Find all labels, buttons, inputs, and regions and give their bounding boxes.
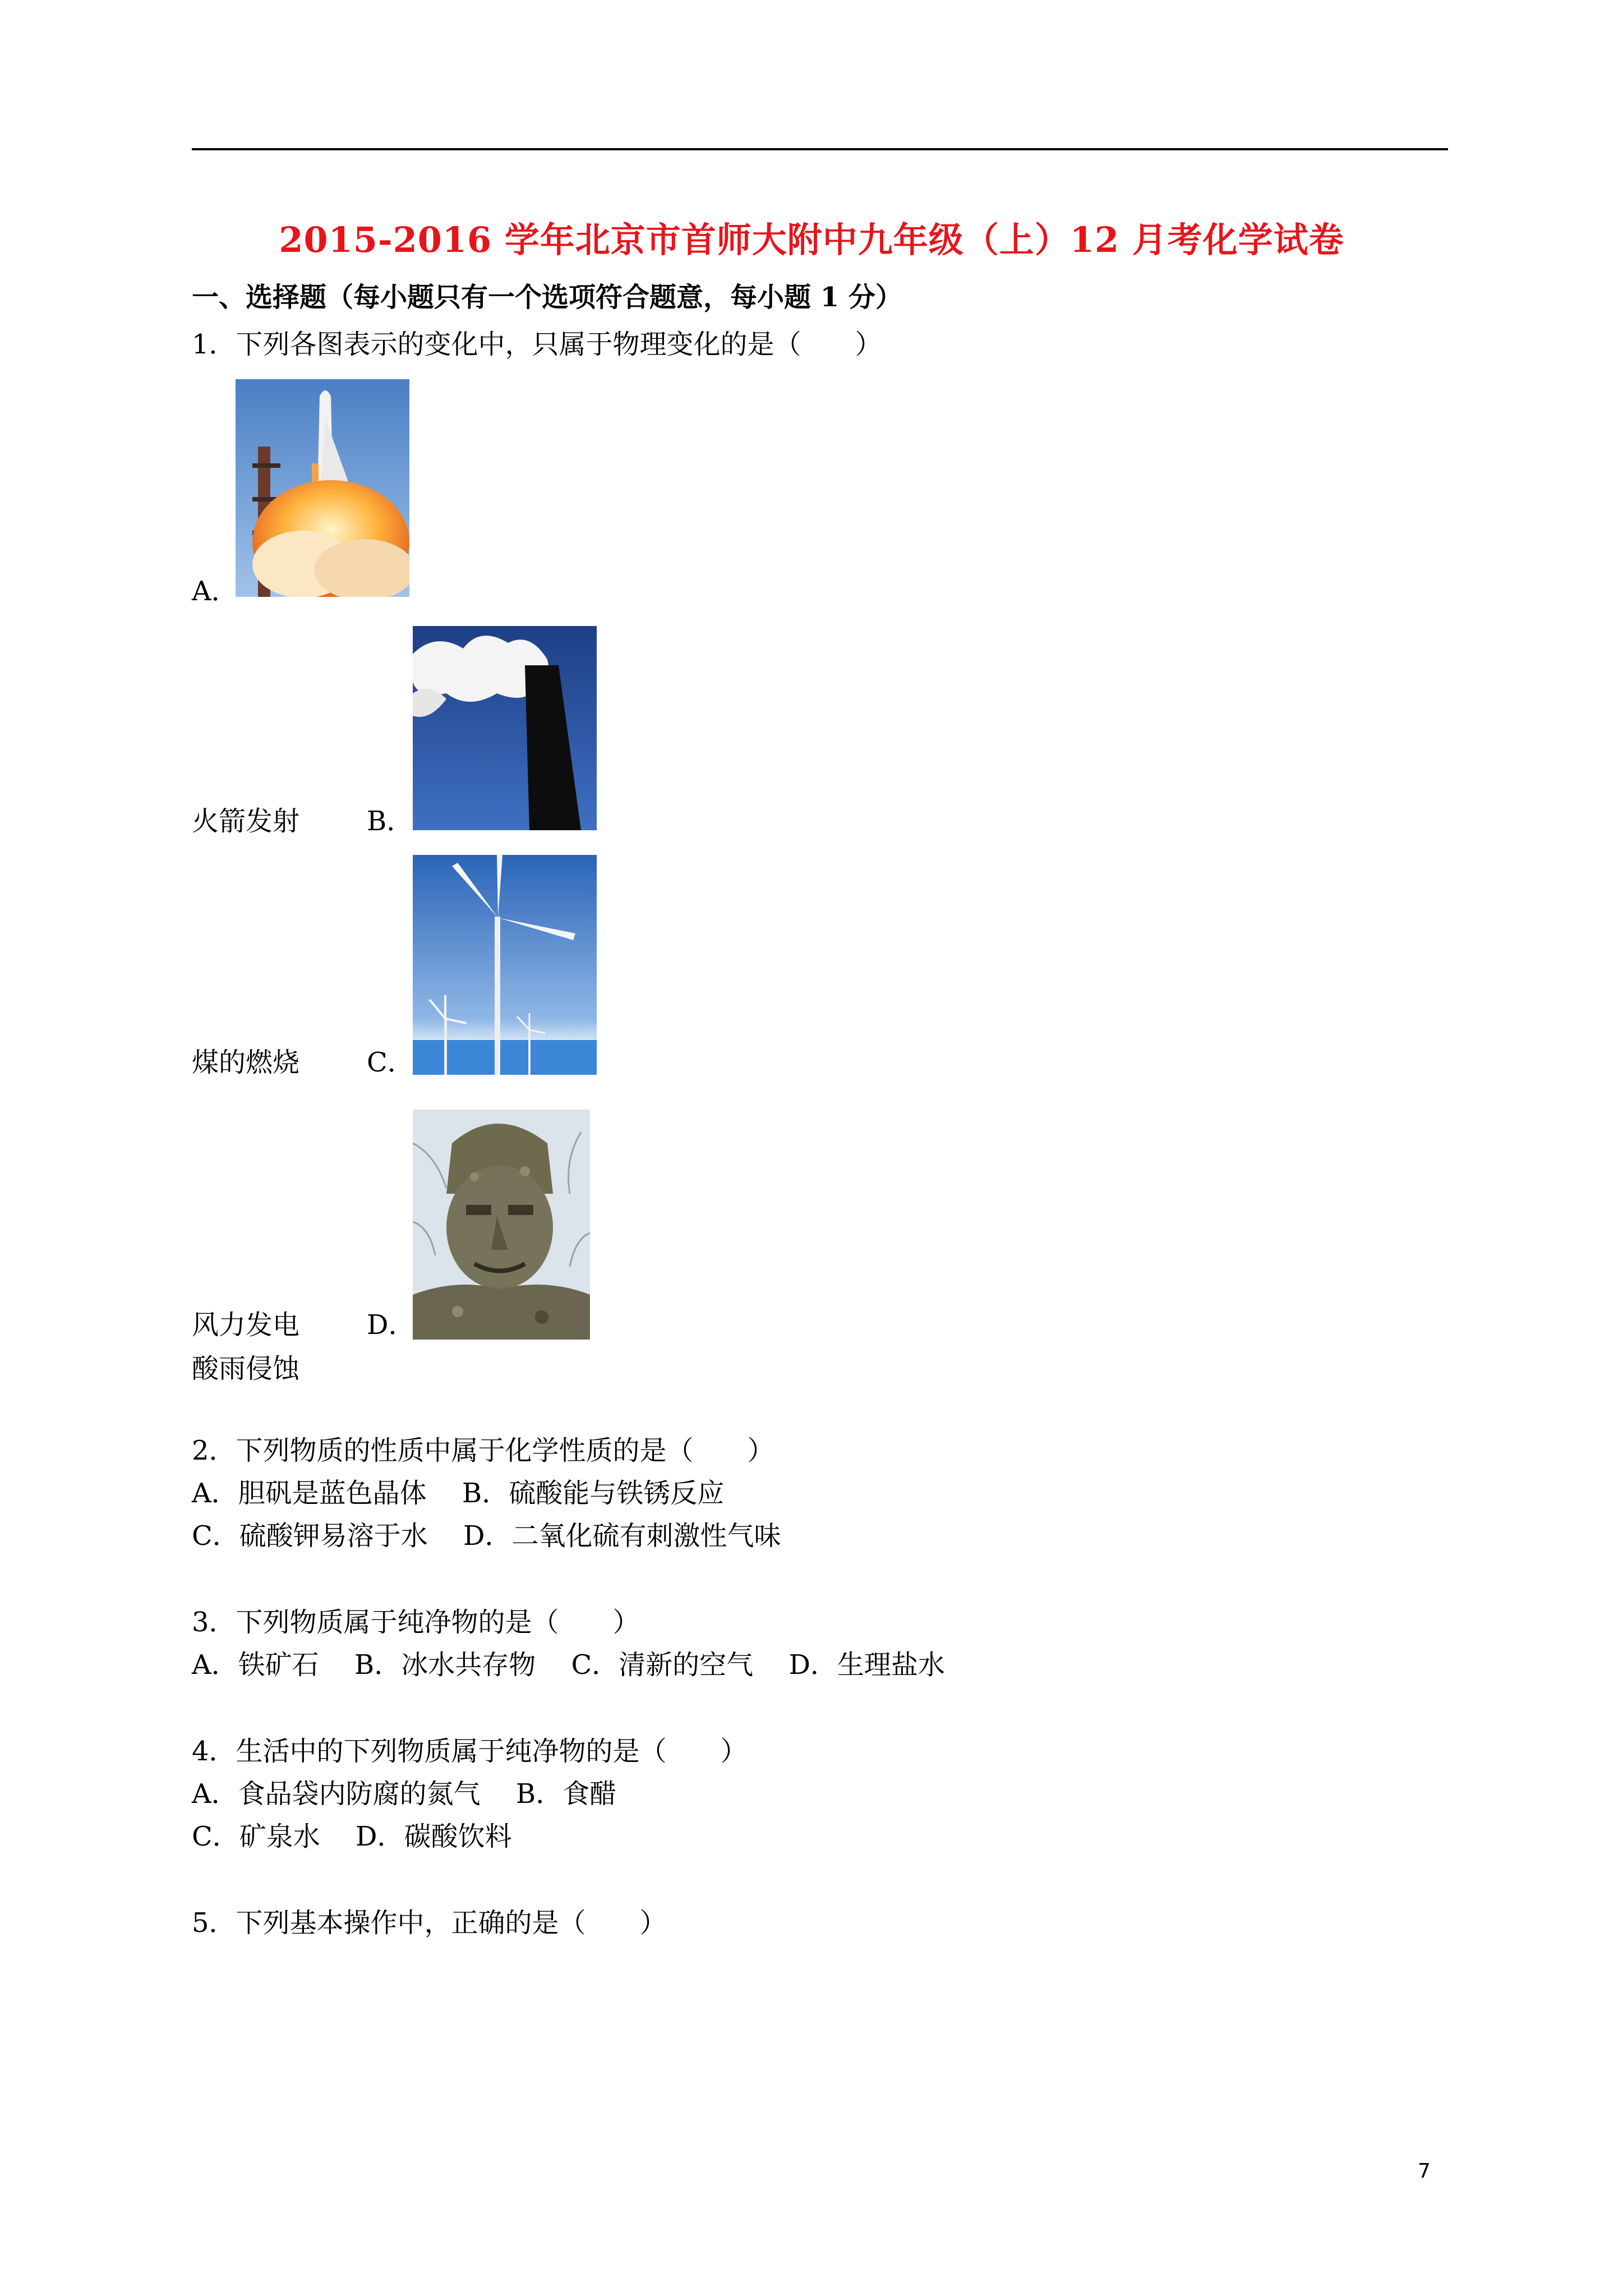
exam-title: 2015-2016 学年北京市首师大附中九年级（上）12 月考化学试卷 bbox=[279, 219, 1344, 260]
q1-option-d-caption: 酸雨侵蚀 bbox=[192, 1353, 300, 1384]
q4-stem: 4．生活中的下列物质属于纯净物的是（ ） bbox=[192, 1736, 748, 1767]
q2-options-row1: A．胆矾是蓝色晶体 B．硫酸能与铁锈反应 bbox=[192, 1478, 725, 1509]
q4-options-row1: A．食品袋内防腐的氮气 B．食醋 bbox=[192, 1778, 617, 1810]
q1-option-a-letter: A． bbox=[192, 576, 238, 607]
rocket-launch-image bbox=[236, 379, 409, 597]
q1-option-c-caption: 风力发电 bbox=[192, 1309, 300, 1341]
q1-option-c-letter: C． bbox=[367, 1047, 414, 1078]
chimney-smoke-image bbox=[413, 626, 597, 830]
q1-option-a-caption: 火箭发射 bbox=[192, 806, 300, 837]
header-rule bbox=[192, 148, 1448, 150]
q3-stem: 3．下列物质属于纯净物的是（ ） bbox=[192, 1607, 640, 1638]
q5-stem: 5．下列基本操作中，正确的是（ ） bbox=[192, 1907, 667, 1939]
q2-stem: 2．下列物质的性质中属于化学性质的是（ ） bbox=[192, 1435, 774, 1466]
q2-options-row2: C．硫酸钾易溶于水 D．二氧化硫有刺激性气味 bbox=[192, 1520, 781, 1552]
q3-options-row1: A．铁矿石 B．冰水共存物 C．清新的空气 D．生理盐水 bbox=[192, 1649, 945, 1681]
q4-options-row2: C．矿泉水 D．碳酸饮料 bbox=[192, 1821, 512, 1852]
q1-stem: 1．下列各图表示的变化中，只属于物理变化的是（ ） bbox=[192, 329, 882, 360]
q1-option-d-letter: D． bbox=[367, 1309, 416, 1341]
eroded-statue-image bbox=[413, 1110, 590, 1340]
page-number: 7 bbox=[1418, 2160, 1431, 2183]
q1-option-b-caption: 煤的燃烧 bbox=[192, 1047, 300, 1078]
wind-turbine-image bbox=[413, 855, 597, 1075]
section-heading: 一、选择题（每小题只有一个选项符合题意，每小题 1 分） bbox=[192, 282, 902, 313]
q1-option-b-letter: B． bbox=[367, 806, 414, 837]
